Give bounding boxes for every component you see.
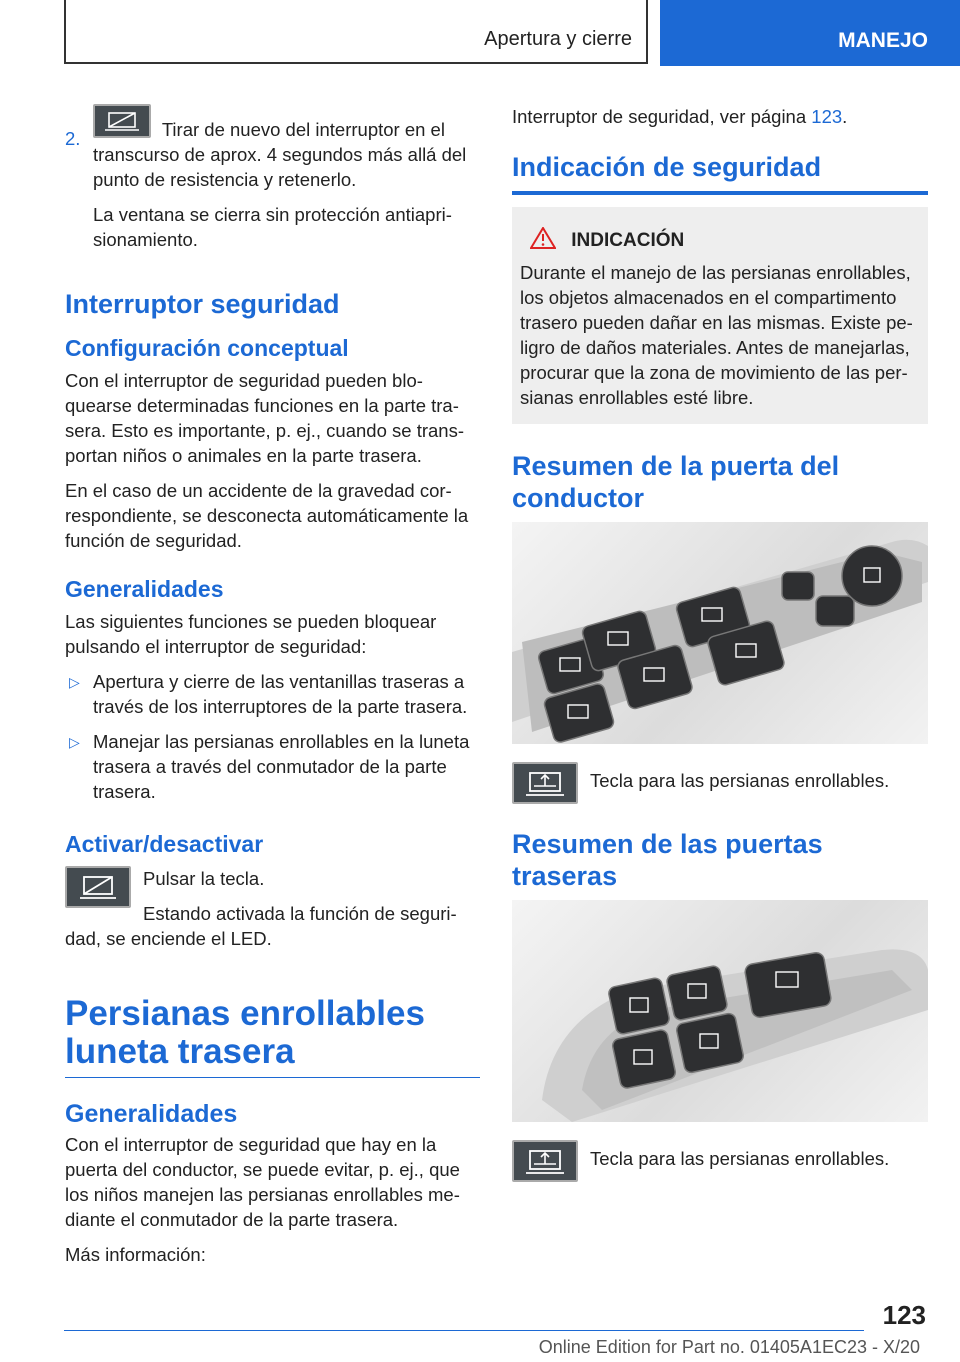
step-2-paragraph [93, 104, 480, 192]
cross-reference [512, 104, 928, 129]
heading-general: Generalidades [65, 576, 224, 602]
cross-reference-text: Interruptor de seguridad, ver página [512, 106, 812, 127]
rear-caption-row [512, 1140, 928, 1184]
concept-paragraph-1: Con el interruptor de seguridad pueden bloquearse determinadas funciones en la parte trasera. Esto es importante, p. ej., cuando se transportan niños o animales en la parte trasera. [65, 370, 464, 466]
activate-paragraph-2 [65, 901, 480, 951]
heading-safety-note: Indicación de seguridad [512, 152, 822, 182]
note-title: INDICACIÓN [571, 230, 685, 251]
page-link[interactable]: 123 [811, 106, 843, 127]
driver-door-photo [512, 522, 928, 744]
list-item-text: Apertura y cierre de las ventanillas traseras a través de los interruptores de la parte trasera. [93, 671, 468, 717]
blinds-paragraph-1: Con el interruptor de seguridad que hay en la puerta del conductor, se puede evitar, p. ej., que los niños manejen las persianas enrollables mediante el conmutador de la parte trasera. [65, 1134, 460, 1230]
list-item-text: Manejar las persianas enrollables en la luneta trasera a través del conmutador de la parte trasera. [93, 731, 470, 802]
driver-caption-row [512, 762, 928, 806]
cross-reference-end: . [842, 106, 848, 127]
function-list [65, 669, 480, 804]
heading-rear-doors: Resumen de las puertas traseras [512, 829, 823, 891]
footer-edition: Online Edition for Part no. 01405A1EC23 - X/20 [538, 1337, 920, 1357]
list-item [65, 729, 480, 804]
page-number: 123 [882, 1300, 926, 1330]
list-item [65, 669, 480, 719]
chapter-rule [65, 1077, 480, 1078]
heading-rule [512, 191, 928, 195]
activate-paragraph-2-text: Estando activada la función de seguridad, se enciende el LED. [65, 903, 457, 949]
step-2-text: Tirar de nuevo del interruptor en el transcurso de aprox. 4 segundos más allá del punto de resistencia y retenerlo. [93, 119, 467, 190]
window-lock-icon [93, 104, 151, 138]
safety-note-box [512, 207, 928, 424]
window-lock-icon [65, 866, 131, 908]
activate-paragraph-1: Pulsar la tecla. [143, 868, 265, 889]
bullet-arrow-icon: ▷ [69, 674, 80, 690]
note-text: Durante el manejo de las persianas enrollables, los objetos almacenados en el compartimento trasero pueden dañar en las mismas. Existe peligro de daños materiales. Antes de manejarlas, procurar que la zona de movimiento de las persianas enrollables esté libre. [520, 262, 913, 408]
right-column [512, 100, 928, 1184]
note-title-row [520, 227, 920, 252]
header-chapter-tab[interactable]: MANEJO [660, 0, 960, 66]
blinds-paragraph-2: Más información: [65, 1244, 206, 1265]
general-paragraph: Las siguientes funciones se pueden bloquear pulsando el interruptor de seguridad: [65, 611, 437, 657]
heading-activate: Activar/desactivar [65, 831, 264, 857]
step-number: 2. [65, 128, 81, 149]
concept-paragraph-2: En el caso de un accidente de la gravedad correspondiente, se desconecta automáticamente la función de seguridad. [65, 480, 469, 551]
step-2-subtext: La ventana se cierra sin protección antiaprisionamiento. [93, 204, 452, 250]
heading-concept: Configuración conceptual [65, 335, 349, 361]
rear-blind-icon [512, 762, 578, 804]
heading-safety-switch: Interruptor seguridad [65, 289, 340, 319]
bullet-arrow-icon: ▷ [69, 734, 80, 750]
rear-door-photo [512, 900, 928, 1122]
activate-row [65, 866, 480, 951]
header-frame [64, 0, 648, 64]
warning-triangle-icon [530, 227, 556, 249]
step-2 [65, 104, 480, 252]
heading-general-2: Generalidades [65, 1100, 238, 1128]
header-section-title: Apertura y cierre [484, 28, 632, 50]
rear-caption: Tecla para las persianas enrollables. [590, 1148, 890, 1169]
footer-rule [64, 1330, 864, 1331]
driver-caption: Tecla para las persianas enrollables. [590, 770, 890, 791]
rear-blind-icon [512, 1140, 578, 1182]
heading-driver-door: Resumen de la puerta del conductor [512, 451, 840, 513]
heading-rear-window-blinds: Persianas enrollables luneta trasera [65, 994, 425, 1071]
left-column [65, 100, 480, 1277]
